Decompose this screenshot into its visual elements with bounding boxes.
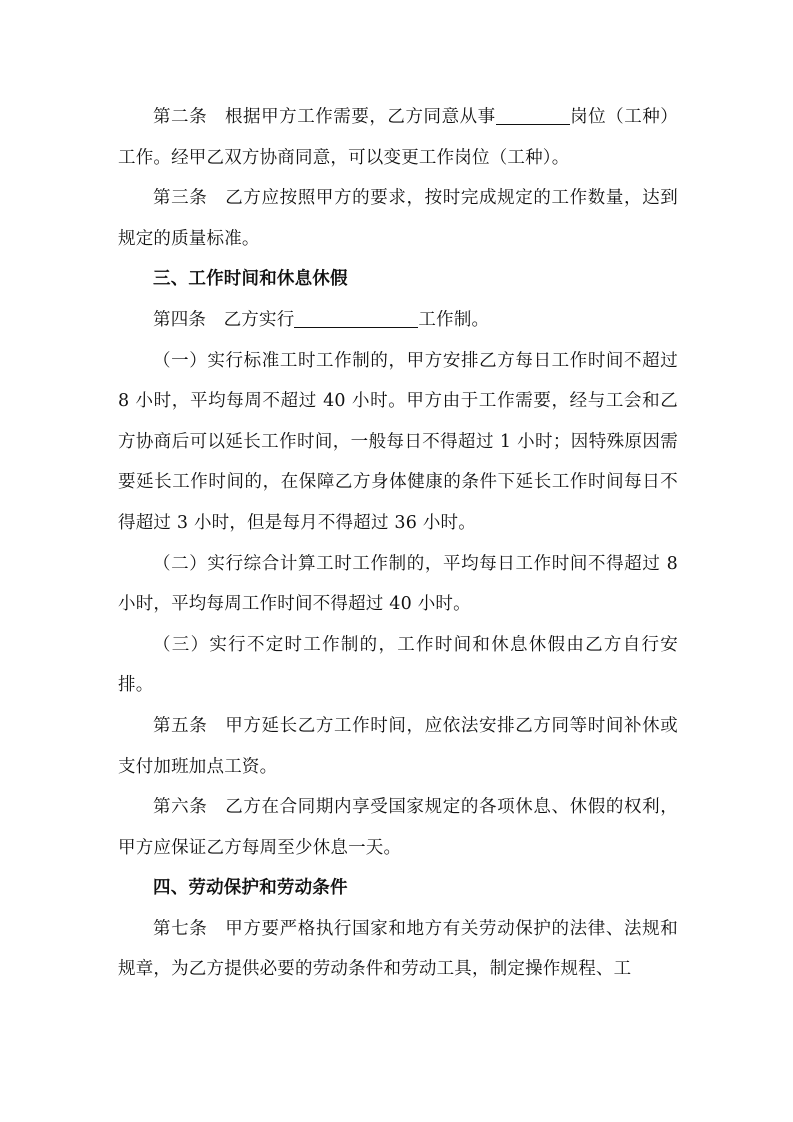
article-7-text: 甲方要严格执行国家和地方有关劳动保护的法律、法规和规章，为乙方提供必要的劳动条件和劳动工具，制定操作规程、工 <box>118 918 678 980</box>
article-4-text-before: 乙方实行 <box>223 309 295 330</box>
article-3 <box>118 178 678 259</box>
section-3-heading: 三、工作时间和休息休假 <box>153 269 348 290</box>
article-2-text-before: 根据甲方工作需要，乙方同意从事 <box>224 107 496 127</box>
article-4-text-after: 工作制。 <box>418 309 490 330</box>
article-5 <box>118 706 678 787</box>
article-6-label: 第六条 <box>153 797 208 818</box>
article-3-label: 第三条 <box>153 188 208 209</box>
article-6 <box>118 787 678 868</box>
article-5-text: 甲方延长乙方工作时间，应依法安排乙方同等时间补休或支付加班加点工资。 <box>118 715 678 777</box>
article-7 <box>118 909 678 990</box>
article-4-item-2: （二）实行综合计算工时工作制的，平均每日工作时间不得超过 8 小时，平均每周工作时间不得超过 40 小时。 <box>118 553 678 615</box>
document-body <box>118 97 678 990</box>
article-7-label: 第七条 <box>153 918 208 939</box>
job-position-blank[interactable] <box>496 105 570 124</box>
article-5-label: 第五条 <box>153 715 208 736</box>
work-system-blank[interactable] <box>294 308 418 327</box>
article-6-text: 乙方在合同期内享受国家规定的各项休息、休假的权利，甲方应保证乙方每周至少休息一天。 <box>118 797 678 858</box>
article-4-item-1: （一）实行标准工时工作制的，甲方安排乙方每日工作时间不超过 8 小时，平均每周不超过 40 小时。甲方由于工作需要，经与工会和乙方协商后可以延长工作时间，一般每日不得超过 1 小时；因特殊原因需要延长工作时间的，在保障乙方身体健康的条件下延长工作时间每日不得超过 3 小时，但是每月不得超过 36 小时。 <box>118 350 678 533</box>
article-3-text: 乙方应按照甲方的要求，按时完成规定的工作数量，达到规定的质量标准。 <box>118 188 678 249</box>
article-2 <box>118 97 678 178</box>
section-4-heading: 四、劳动保护和劳动条件 <box>153 878 348 899</box>
article-4-label: 第四条 <box>153 309 207 330</box>
article-2-label: 第二条 <box>153 107 208 127</box>
article-4 <box>118 300 678 341</box>
article-4-item-3: （三）实行不定时工作制的，工作时间和休息休假由乙方自行安排。 <box>118 634 678 696</box>
article-2-text-after: 岗位（工种）工作。经甲乙双方协商同意，可以变更工作岗位（工种）。 <box>118 107 679 168</box>
